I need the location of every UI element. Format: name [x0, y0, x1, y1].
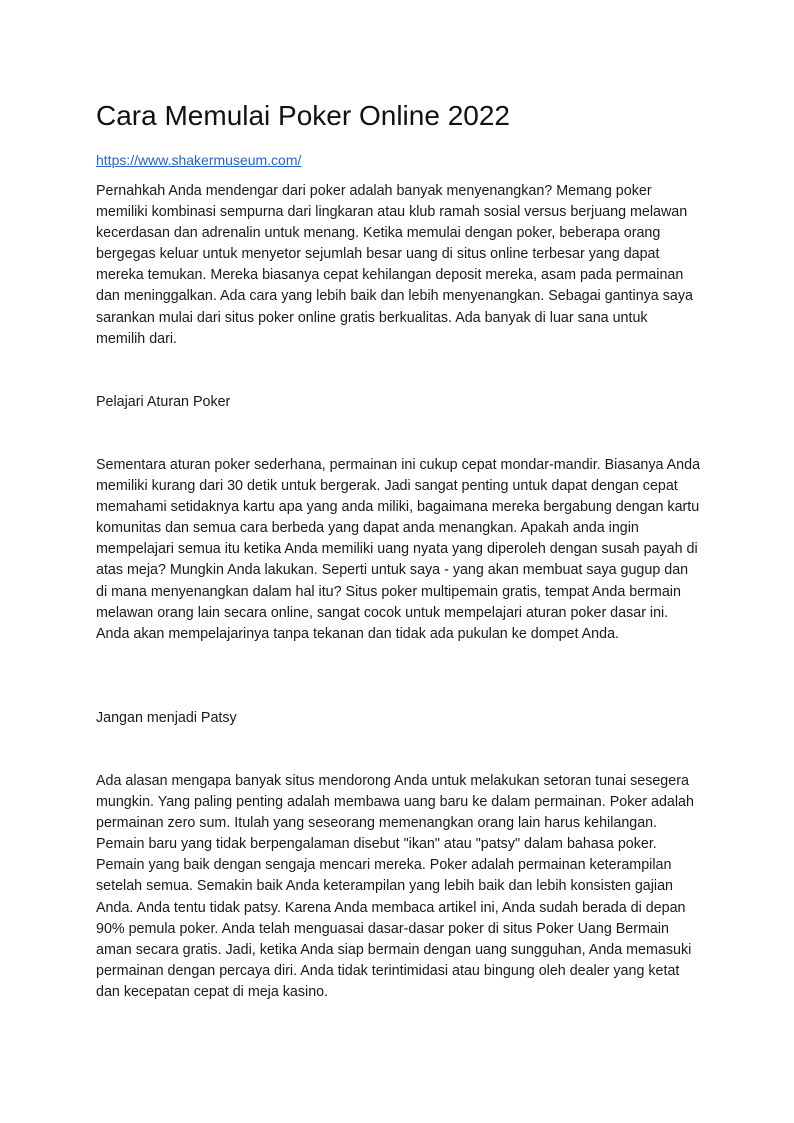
page-title: Cara Memulai Poker Online 2022: [96, 100, 510, 131]
section-heading-patsy: Jangan menjadi Patsy: [96, 710, 237, 726]
section-heading-rules: Pelajari Aturan Poker: [96, 394, 231, 410]
section-body-patsy: Ada alasan mengapa banyak situs mendorong Anda untuk melakukan setoran tunai sesegera mungkin. Yang paling penting adalah membawa uang baru ke dalam permainan. Poker adalah permainan zero sum. Itulah yang seseorang memenangkan orang lain harus kehilangan. Pemain baru yang tidak berpengalaman disebut "ikan" atau "patsy" dalam bahasa poker. Pemain yang baik dengan sengaja mencari mereka. Poker adalah permainan keterampilan setelah semua. Semakin baik Anda keterampilan yang lebih baik dan lebih konsisten gajian Anda. Anda tentu tidak patsy. Karena Anda membaca artikel ini, Anda sudah berada di depan 90% pemula poker. Anda telah menguasai dasar-dasar poker di situs Poker Uang Bermain aman secara gratis. Jadi, ketika Anda siap bermain dengan uang sungguhan, Anda memasuki permainan dengan percaya diri. Anda tidak terintimidasi atau bingung oleh dealer yang ketat dan kecepatan cepat di meja kasino.: [96, 773, 694, 1000]
source-link[interactable]: https://www.shakermuseum.com/: [96, 152, 302, 168]
section-body-rules: Sementara aturan poker sederhana, permainan ini cukup cepat mondar-mandir. Biasanya Anda memiliki kurang dari 30 detik untuk bergerak. Jadi sangat penting untuk dapat dengan cepat memahami setidaknya kartu apa yang anda miliki, bagaimana mereka bergabung dengan kartu komunitas dan semua cara berbeda yang dapat anda menangkan. Apakah anda ingin mempelajari semua itu ketika Anda memiliki uang nyata yang diperoleh dengan susah payah di atas meja? Mungkin Anda lakukan. Seperti untuk saya - yang akan membuat saya gugup dan di mana menyenangkan dalam hal itu? Situs poker multipemain gratis, tempat Anda bermain melawan orang lain secara online, sangat cocok untuk mempelajari aturan poker dasar ini. Anda akan mempelajarinya tanpa tekanan dan tidak ada pukulan ke dompet Anda.: [96, 457, 701, 642]
intro-paragraph: Pernahkah Anda mendengar dari poker adalah banyak menyenangkan? Memang poker memiliki kombinasi sempurna dari lingkaran atau klub ramah sosial versus berjuang melawan kecerdasan dan adrenalin untuk menang. Ketika memulai dengan poker, beberapa orang bergegas keluar untuk menyetor sejumlah besar uang di situs online terbesar yang dapat mereka temukan. Mereka biasanya cepat kehilangan deposit mereka, asam pada permainan dan meninggalkan. Ada cara yang lebih baik dan lebih menyenangkan. Sebagai gantinya saya sarankan mulai dari situs poker online gratis berkualitas. Ada banyak di luar sana untuk memilih dari.: [96, 183, 693, 347]
